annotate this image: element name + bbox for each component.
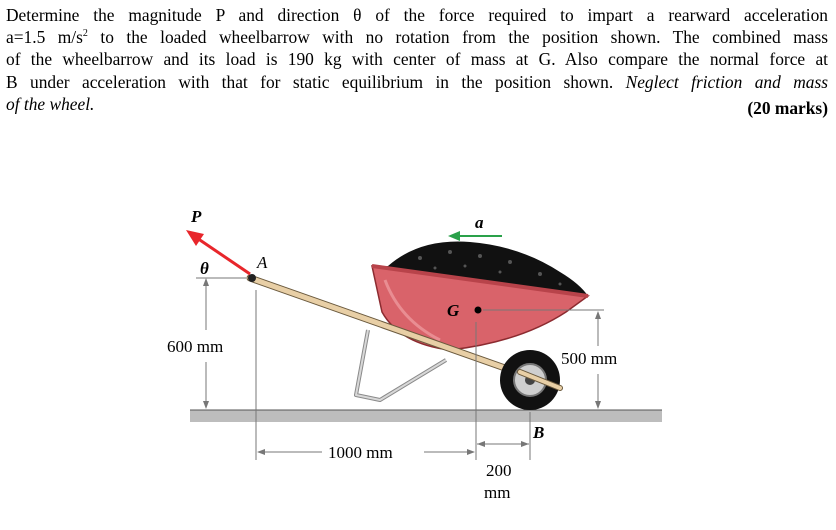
- dim-1000-label: 1000 mm: [328, 443, 393, 462]
- dim-500-label: 500 mm: [561, 349, 618, 368]
- dim-600-label: 600 mm: [167, 337, 224, 356]
- problem-line-3: of the wheelbarrow and its load is 190 kg with center of mass at G. Also compare the normal force at: [6, 49, 828, 70]
- problem-line-4-text: B under acceleration with that for static equilibrium in the position shown.: [6, 71, 626, 92]
- exponent: 2: [82, 28, 88, 40]
- label-theta: θ: [200, 259, 209, 278]
- problem-line-1: Determine the magnitude P and direction θ of the force required to impart a rearward acceleration: [6, 5, 828, 25]
- accel-value: a=1.5 m/s: [6, 27, 83, 48]
- handle-grip: [248, 274, 256, 282]
- label-a: a: [475, 213, 484, 232]
- dim-200-label-bottom: mm: [484, 483, 511, 502]
- label-A: A: [257, 253, 268, 272]
- dim-600-arrow-bottom: [203, 401, 209, 409]
- label-G: G: [447, 301, 460, 320]
- dim-500-arrow-top: [595, 311, 601, 319]
- force-arrow-head: [186, 230, 204, 246]
- center-of-mass-dot: [475, 307, 482, 314]
- dim-200-arrow-left: [477, 441, 485, 447]
- dim-200-label-top: 200: [486, 461, 512, 480]
- problem-line-5: of the wheel.: [6, 93, 95, 114]
- ground: [190, 410, 662, 422]
- problem-line-2-rest: to the loaded wheelbarrow with no rotation from the position shown. The combined mass: [87, 27, 828, 48]
- dim-600-arrow-top: [203, 278, 209, 286]
- dim-1000-arrow-left: [257, 449, 265, 455]
- problem-line-4-italic: Neglect friction and mass: [625, 71, 828, 92]
- accel-arrow-head: [448, 231, 460, 241]
- label-B: B: [533, 423, 545, 442]
- marks-label: (20 marks): [747, 98, 828, 118]
- dim-200-arrow-right: [521, 441, 529, 447]
- dim-1000-arrow-right: [467, 449, 475, 455]
- label-P: P: [191, 207, 202, 226]
- dim-500-arrow-bottom: [595, 401, 601, 409]
